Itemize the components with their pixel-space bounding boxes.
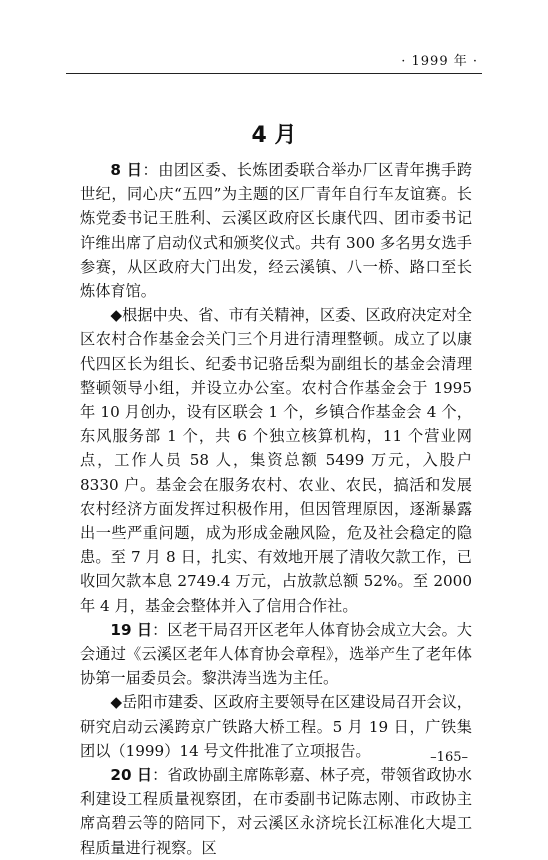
page-number: –165–	[430, 750, 468, 765]
paragraph-text: ◆根据中央、省、市有关精神，区委、区政府决定对全区农村合作基金会关门三个月进行清理整顿。成立了以康代四区长为组长、纪委书记骆岳梨为副组长的基金会清理整顿领导小组，并设立办公室。农村合作基金会于 1995 年 10 月创办，设有区联会 1 个，乡镇合作基金会 4 个，东风服务部 1 个，共 6 个独立核算机构，11 个营业网点，工作人员 58 人，集资总额 5499 万元，入股户 8330 户。基金会在服务农村、农业、农民，搞活和发展农村经济方面发挥过积极作用，但因管理原因，逐渐暴露出一些严重问题，成为形成金融风险，危及社会稳定的隐患。至 7 月 8 日，扎实、有效地开展了清收欠款工作，已收回欠款本息 2749.4 万元，占放款总额 52%。至 2000 年 4 月，基金会整体并入了信用合作社。	[80, 306, 472, 615]
paragraph	[80, 763, 472, 860]
section-title: 4 月	[251, 123, 297, 148]
running-header	[0, 0, 548, 80]
entry-date: 20 日	[110, 766, 153, 785]
paragraph	[80, 618, 472, 691]
paragraph	[80, 690, 472, 763]
paragraph-text: ：由团区委、长炼团委联合举办厂区青年携手跨世纪，同心庆“五四”为主题的区厂青年自行车友谊赛。长炼党委书记王胜利、云溪区政府区长康代四、团市委书记许维出席了启动仪式和颁奖仪式。共有 300 多名男女选手参赛，从区政府大门出发，经云溪镇、八一桥、路口至长炼体育馆。	[80, 161, 473, 301]
paragraph-text: ◆岳阳市建委、区政府主要领导在区建设局召开会议，研究启动云溪跨京广铁路大桥工程。5 月 19 日，广铁集团以（1999）14 号文件批准了立项报告。	[80, 693, 472, 760]
header-year-label: · 1999 年 ·	[401, 54, 478, 69]
paragraph	[80, 158, 472, 303]
paragraph	[80, 303, 472, 618]
entry-date: 19 日	[110, 620, 153, 639]
header-rule	[66, 73, 482, 74]
paragraph-text: ：省政协副主席陈彰嘉、林子亮，带领省政协水利建设工程质量视察团，在市委副书记陈志刚、市政协主席高碧云等的陪同下，对云溪区永济垸长江标准化大堤工程质量进行视察。区	[80, 766, 472, 857]
entry-date: 8 日	[110, 161, 143, 179]
paragraph-text: ：区老干局召开区老年人体育协会成立大会。大会通过《云溪区老年人体育协会章程》，选举产生了老年体协第一届委员会。黎洪涛当选为主任。	[80, 620, 472, 688]
page-body	[80, 158, 472, 860]
